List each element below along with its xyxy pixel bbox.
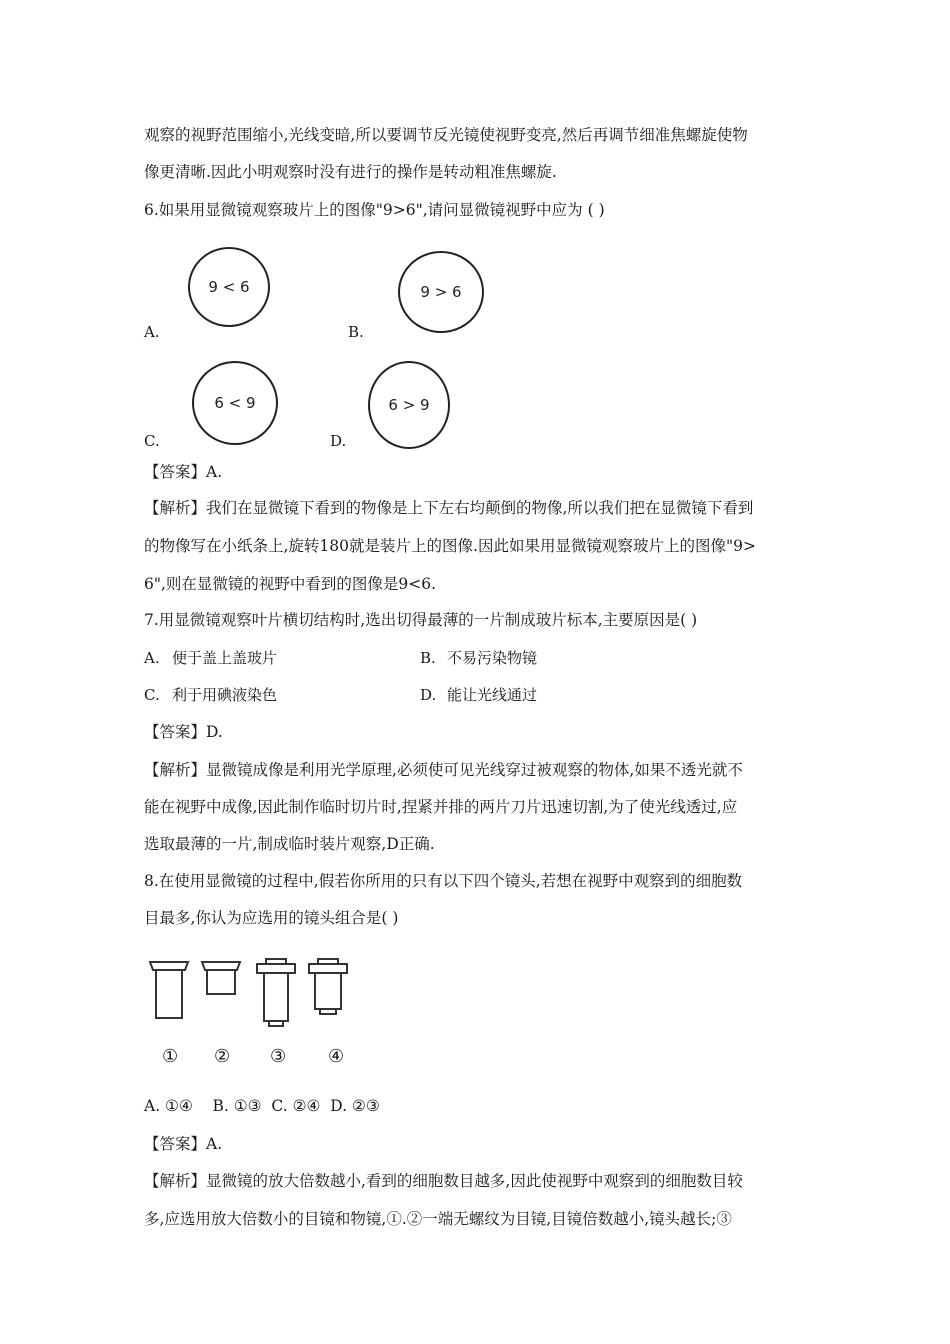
q6-option-b-image: [398, 251, 484, 333]
q6-answer: 【答案】A.: [144, 463, 223, 481]
q7-option-b-label: B.: [420, 649, 436, 667]
q8-analysis-line-1: 【解析】显微镜的放大倍数越小,看到的细胞数目越多,因此使视野中观察到的细胞数目较: [144, 1172, 743, 1190]
q6-option-b-text: 9 > 6: [420, 283, 462, 301]
q6-analysis-line-3: 6",则在显微镜的视野中看到的图像是9<6.: [144, 575, 437, 593]
intro-line-1: 观察的视野范围缩小,光线变暗,所以要调节反光镜使视野变亮,然后再调节细准焦螺旋使物: [144, 126, 748, 144]
lens-3-label: ③: [270, 1046, 287, 1067]
q7-analysis-line-2: 能在视野中成像,因此制作临时切片时,捏紧并排的两片刀片迅速切割,为了使光线透过,应: [144, 798, 738, 816]
q7-option-d-text: 能让光线通过: [447, 686, 538, 704]
q7-option-c-label: C.: [144, 686, 160, 704]
lens-2-label: ②: [214, 1046, 231, 1067]
lens-3-objective-long: [257, 959, 295, 1026]
q7-analysis-line-1: 【解析】显微镜成像是利用光学原理,必须使可见光线穿过被观察的物体,如果不透光就不: [144, 761, 743, 779]
q6-option-b-label: B.: [348, 323, 364, 341]
q7-option-a-label: A.: [144, 649, 160, 667]
q6-option-a-label: A.: [144, 323, 160, 341]
q7-analysis-line-3: 选取最薄的一片,制成临时装片观察,D正确.: [144, 835, 435, 853]
q7-answer: 【答案】D.: [144, 723, 223, 741]
lens-4-label: ④: [328, 1046, 345, 1067]
q7-option-d-label: D.: [420, 686, 437, 704]
q7-option-a-text: 便于盖上盖玻片: [172, 649, 278, 667]
q8-analysis-line-2: 多,应选用放大倍数小的目镜和物镜,①.②一端无螺纹为目镜,目镜倍数越小,镜头越长;③: [144, 1210, 732, 1228]
q6-option-c-label: C.: [144, 432, 160, 450]
lens-4-objective-short: [309, 959, 347, 1014]
lens-1-label: ①: [162, 1046, 179, 1067]
q6-analysis-line-1: 【解析】我们在显微镜下看到的物像是上下左右均颠倒的物像,所以我们把在显微镜下看到: [144, 499, 754, 517]
q6-option-c-text: 6 < 9: [214, 394, 256, 412]
q6-option-a-image: [188, 247, 270, 327]
q7-question: 7.用显微镜观察叶片横切结构时,选出切得最薄的一片制成玻片标本,主要原因是( ): [144, 611, 698, 629]
q6-option-c-image: [192, 361, 278, 445]
q6-question: 6.如果用显微镜观察玻片上的图像"9>6",请问显微镜视野中应为 ( ): [144, 201, 605, 219]
q6-option-d-label: D.: [330, 432, 347, 450]
q7-option-b-text: 不易污染物镜: [447, 649, 538, 667]
q8-options: A. ①④ B. ①③ C. ②④ D. ②③: [144, 1097, 380, 1115]
q6-option-d-image: [368, 361, 450, 449]
q6-analysis-line-2: 的物像写在小纸条上,旋转180就是装片上的图像.因此如果用显微镜观察玻片上的图像"9>: [144, 537, 756, 555]
q6-option-a-text: 9 < 6: [208, 278, 250, 296]
lens-1-eyepiece-long: [150, 962, 188, 1018]
q8-answer: 【答案】A.: [144, 1135, 223, 1153]
q6-option-d-text: 6 > 9: [388, 396, 430, 414]
lens-2-eyepiece-short: [202, 962, 240, 994]
intro-line-2: 像更清晰.因此小明观察时没有进行的操作是转动粗准焦螺旋.: [144, 163, 557, 181]
q8-question-line-1: 8.在使用显微镜的过程中,假若你所用的只有以下四个镜头,若想在视野中观察到的细胞数: [144, 872, 743, 890]
q7-option-c-text: 利于用碘液染色: [172, 686, 278, 704]
q8-question-line-2: 目最多,你认为应选用的镜头组合是( ): [144, 909, 399, 927]
